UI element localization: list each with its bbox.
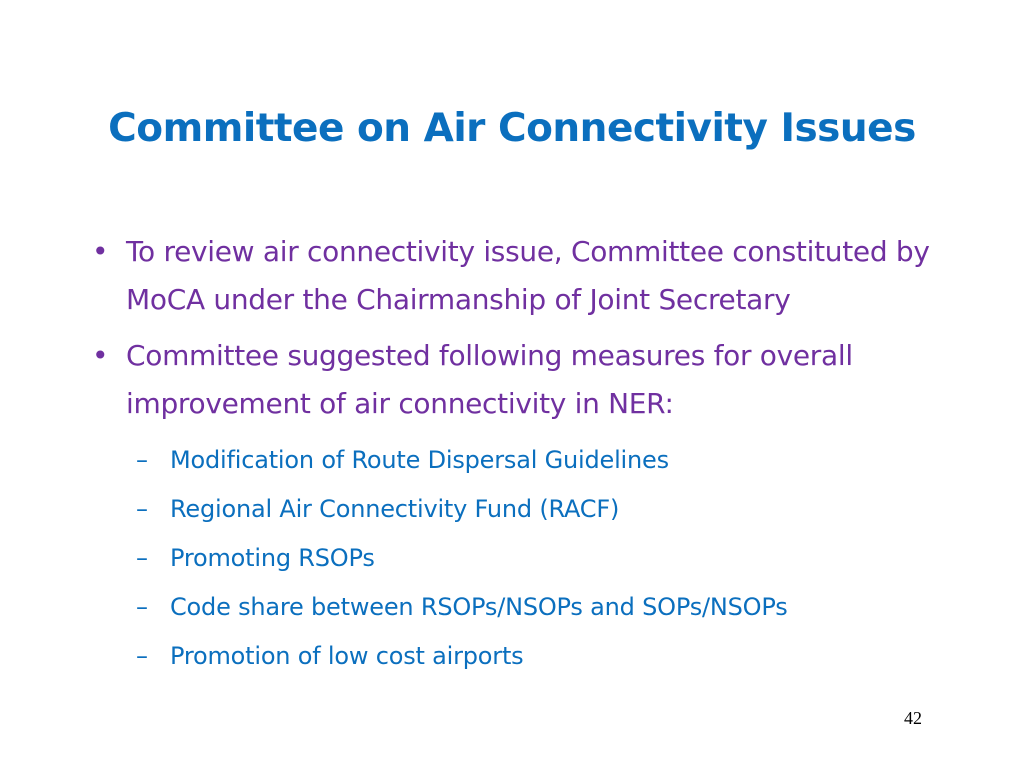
sub-list [132, 436, 946, 681]
slide-title: Committee on Air Connectivity Issues [108, 106, 916, 151]
sub-marker: – [136, 593, 148, 621]
bullet-item [86, 228, 946, 324]
sub-marker: – [136, 642, 148, 670]
bullet-text: To review air connectivity issue, Committee constituted by MoCA under the Chairmanship of Joint Secretary [126, 235, 930, 316]
sub-text: Promotion of low cost airports [170, 642, 524, 670]
bullet-marker: • [92, 339, 109, 372]
sub-item [132, 436, 946, 485]
bullet-text: Committee suggested following measures for overall improvement of air connectivity in NER: [126, 339, 853, 420]
sub-marker: – [136, 495, 148, 523]
bullet-marker: • [92, 235, 109, 268]
slide-body [86, 228, 946, 681]
sub-marker: – [136, 544, 148, 572]
sub-item [132, 534, 946, 583]
sub-text: Regional Air Connectivity Fund (RACF) [170, 495, 620, 523]
page-number: 42 [904, 708, 922, 728]
sub-item [132, 632, 946, 681]
sub-item [132, 583, 946, 632]
sub-text: Modification of Route Dispersal Guidelines [170, 446, 669, 474]
sub-text: Promoting RSOPs [170, 544, 375, 572]
sub-text: Code share between RSOPs/NSOPs and SOPs/NSOPs [170, 593, 788, 621]
sub-marker: – [136, 446, 148, 474]
bullet-item [86, 332, 946, 428]
sub-item [132, 485, 946, 534]
